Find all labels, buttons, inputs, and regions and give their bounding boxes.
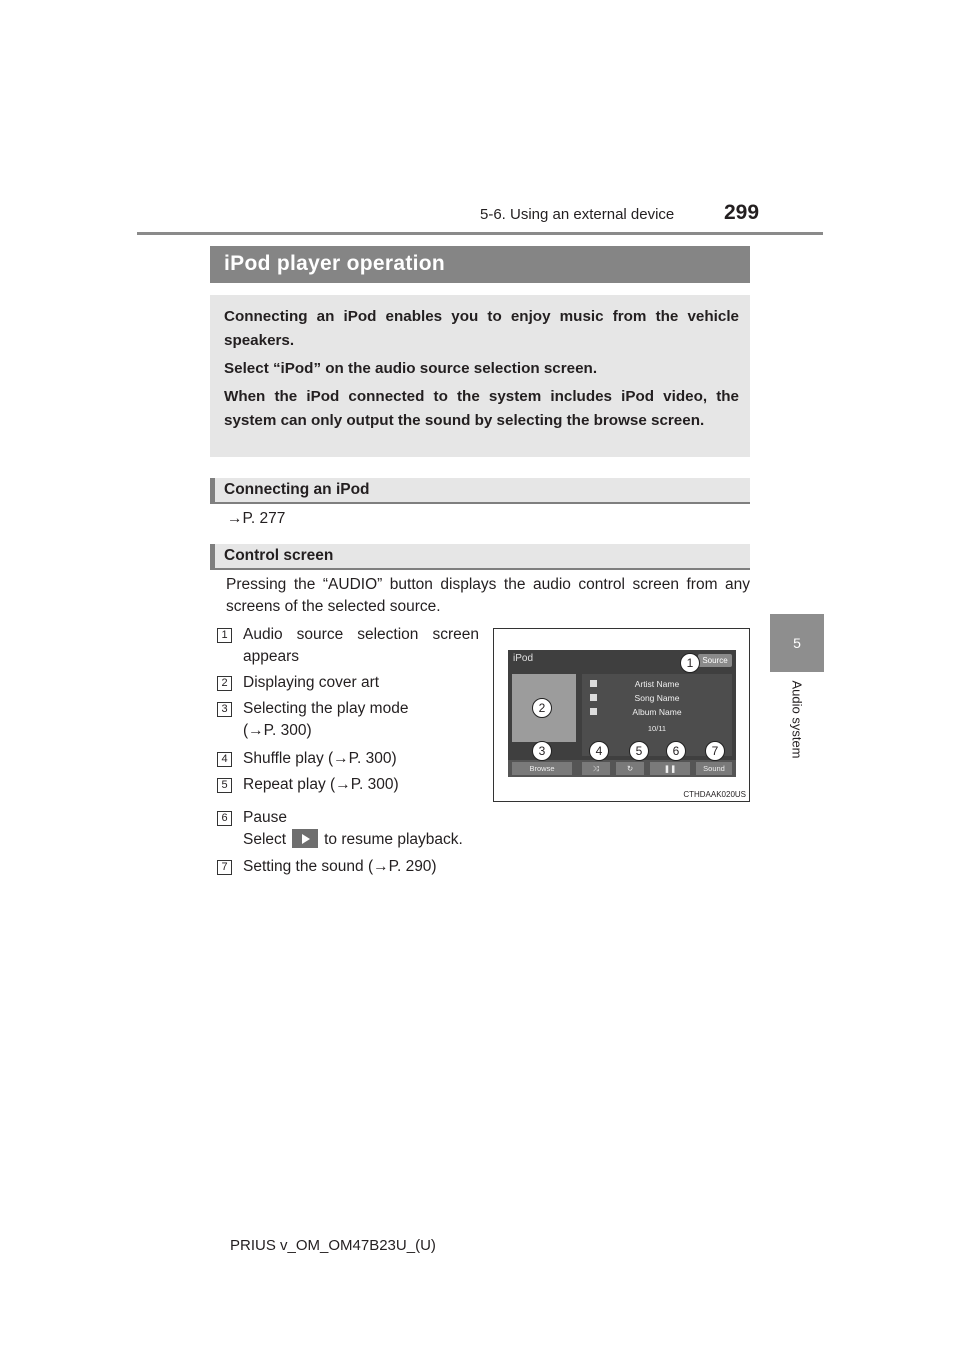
song-name: Song Name xyxy=(634,693,680,703)
item-number: 2 xyxy=(217,676,232,691)
item-number: 6 xyxy=(217,811,232,826)
control-heading xyxy=(210,544,750,568)
repeat-icon[interactable]: ↻ xyxy=(616,762,644,775)
item-reference[interactable]: (→P. 300) xyxy=(243,722,312,739)
callout-marker: 1 xyxy=(680,653,700,673)
track-counter: 10/11 xyxy=(647,724,667,733)
connecting-heading-text: Connecting an iPod xyxy=(224,481,370,498)
control-heading-text: Control screen xyxy=(224,547,334,564)
item-text: Audio source selection screen xyxy=(243,626,479,643)
chapter-title: Audio system xyxy=(789,680,805,759)
item-text: appears xyxy=(243,648,300,665)
callout-marker: 6 xyxy=(666,741,686,761)
album-name: Album Name xyxy=(632,707,682,717)
item-number: 1 xyxy=(217,628,232,643)
shuffle-icon[interactable]: ⤨ xyxy=(582,762,610,775)
callout-marker: 5 xyxy=(629,741,649,761)
source-button[interactable]: Source xyxy=(698,654,732,667)
item-text: Displaying cover art xyxy=(243,674,380,691)
item-text: Repeat play (→P. 300) xyxy=(243,776,399,793)
footer-manual-code: PRIUS v_OM_OM47B23U_(U) xyxy=(230,1237,436,1254)
play-icon xyxy=(292,829,318,848)
item-text: Pause xyxy=(243,809,287,826)
intro-box xyxy=(210,295,750,457)
page-number: 299 xyxy=(724,201,760,224)
screen-title: iPod xyxy=(513,653,534,664)
connecting-reference[interactable]: →P. 277 xyxy=(227,510,286,527)
callout-marker: 2 xyxy=(532,698,552,718)
callout-marker: 4 xyxy=(589,741,609,761)
item-text: Selecting the play mode xyxy=(243,700,409,717)
figure-code: CTHDAAK020US xyxy=(683,790,746,799)
intro-paragraph: When the iPod connected to the system includes iPod video, the system can only output the sound by selecting the browse screen. xyxy=(224,388,739,429)
page-title-bar xyxy=(210,246,750,283)
intro-paragraph: Connecting an iPod enables you to enjoy music from the vehicle speakers. xyxy=(224,308,739,349)
control-bar xyxy=(508,760,736,777)
browse-button[interactable]: Browse xyxy=(512,762,572,775)
item-number: 5 xyxy=(217,778,232,793)
item-number: 7 xyxy=(217,860,232,875)
chapter-number: 5 xyxy=(793,635,801,651)
item-text xyxy=(243,829,463,851)
control-screen-figure xyxy=(493,628,750,802)
callout-marker: 7 xyxy=(705,741,725,761)
intro-paragraph: Select “iPod” on the audio source selection screen. xyxy=(224,360,598,377)
section-title: 5-6. Using an external device xyxy=(480,206,675,223)
item-number: 4 xyxy=(217,752,232,767)
artist-name: Artist Name xyxy=(634,679,680,689)
item-text: Shuffle play (→P. 300) xyxy=(243,750,397,767)
item-text: Setting the sound (→P. 290) xyxy=(243,858,437,875)
header-rule xyxy=(137,232,823,235)
resume-text-post: to resume playback. xyxy=(324,831,463,848)
resume-text-pre: Select xyxy=(243,831,287,848)
sound-button[interactable]: Sound xyxy=(696,762,732,775)
connecting-heading xyxy=(210,478,750,502)
control-description: Pressing the “AUDIO” button displays the audio control screen from any screens of the selected source. xyxy=(226,576,750,615)
callout-marker: 3 xyxy=(532,741,552,761)
pause-icon[interactable]: ❚❚ xyxy=(650,762,690,775)
item-number: 3 xyxy=(217,702,232,717)
page-title: iPod player operation xyxy=(224,252,446,275)
